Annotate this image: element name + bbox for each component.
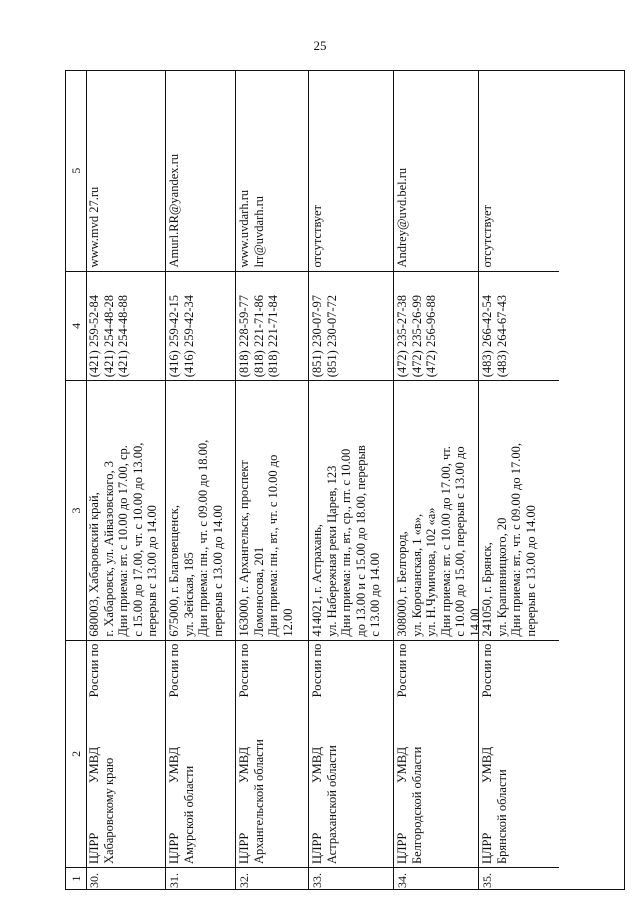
phone-cell (166, 271, 235, 381)
address-line: 414021, г. Астрахань, (310, 524, 324, 637)
contact-cell (309, 71, 393, 271)
table-row (479, 71, 559, 889)
address-line: Ломоносова, 201 (251, 546, 266, 637)
address-line: Дни приема: пн., чт. с 09.00 до 18.00, (196, 439, 210, 637)
row-number: 30. (86, 867, 165, 889)
table-row (86, 71, 166, 889)
page-number: 25 (313, 38, 327, 53)
row-number: 35. (479, 867, 559, 889)
phone-number: (472) 256-96-88 (424, 294, 438, 378)
organization-name-part: УМВД (167, 746, 181, 784)
address-line: ул. Зейская, 185 (181, 552, 196, 637)
address-cell (86, 380, 165, 639)
organization-cell (236, 640, 308, 867)
contact-line: отсутствует (310, 204, 324, 268)
organization-name (310, 644, 325, 864)
phone-number: (421) 254-48-28 (101, 294, 116, 378)
phone-number: (483) 264-67-43 (494, 294, 509, 378)
organization-name (237, 644, 252, 864)
contact-cell (166, 71, 235, 271)
organization-name-part: УМВД (87, 746, 101, 784)
registry-table (65, 70, 625, 890)
phone-cell (309, 271, 393, 381)
phone-number: (421) 259-52-84 (87, 294, 101, 378)
address-cell (236, 380, 308, 639)
contact-cell (236, 71, 308, 271)
phone-number: (421) 254-48-88 (116, 294, 130, 378)
address-cell (394, 380, 482, 639)
phone-cell (394, 271, 478, 381)
row-number: 33. (309, 867, 393, 889)
address-cell (166, 380, 235, 639)
table-header-row (66, 71, 87, 889)
contact-cell (479, 71, 559, 271)
phone-cell (236, 271, 308, 381)
row-number: 34. (394, 867, 478, 889)
organization-name-part: УМВД (237, 746, 251, 784)
organization-name-part: УМВД (310, 746, 324, 784)
address-line: перерыв с 13.00 до 14.00 (210, 505, 225, 637)
organization-cell (86, 640, 165, 867)
phone-number: (416) 259-42-34 (181, 294, 196, 378)
organization-name-part: ЦЛРР (310, 832, 324, 865)
phone-number: (818) 221-71-84 (266, 294, 280, 378)
organization-name-part: ЦЛРР (237, 832, 251, 865)
organization-cell (166, 640, 235, 867)
table-row (394, 71, 482, 889)
phone-number: (483) 266-42-54 (480, 294, 494, 378)
contact-line: Andrey@uvd.bel.ru (395, 167, 409, 268)
phone-number: (416) 259-42-15 (167, 294, 181, 378)
table-row (166, 71, 236, 889)
address-line: г. Хабаровск, ул. Айвазовского, 3 (101, 461, 116, 637)
contact-cell (394, 71, 478, 271)
region-name: Белгородской области (409, 746, 424, 865)
row-number: 32. (236, 867, 308, 889)
region-name: Брянской области (494, 769, 509, 865)
organization-name-part: ЦЛРР (480, 832, 494, 865)
address-line: Дни приема: пн., вт., ср., пт. с 10.00 (339, 448, 353, 637)
header-col-1: 1 (66, 867, 86, 889)
organization-name-part: ЦЛРР (395, 832, 409, 865)
organization-name-part: России по (395, 643, 409, 698)
organization-name-part: УМВД (480, 746, 494, 784)
organization-name-part: России по (237, 643, 251, 698)
contact-line: lrr@uvdarh.ru (251, 195, 266, 268)
address-line: перерыв с 13.00 до 14.00 (523, 505, 538, 637)
header-col-5: 5 (69, 167, 83, 174)
region-name: Астраханской области (324, 745, 339, 865)
address-line: ул. Н.Чумичова, 102 «а» (424, 507, 438, 637)
address-line: Дни приема: пн., вт., чт. с 10.00 до (266, 454, 280, 637)
organization-name (480, 644, 495, 864)
region-name: Архангельской области (251, 739, 266, 865)
contact-cell (86, 71, 165, 271)
organization-name (167, 644, 182, 864)
region-name: Хабаровскому краю (101, 757, 116, 865)
organization-name (87, 644, 102, 864)
address-line: 163000, г. Архангельск, проспект (237, 460, 251, 637)
table-row (236, 71, 309, 889)
address-line: до 13.00 и с 15.00 до 18.00, перерыв (353, 445, 368, 637)
organization-name-part: России по (480, 643, 494, 698)
organization-cell (394, 640, 478, 867)
row-number: 31. (166, 867, 235, 889)
address-line: 12.00 (280, 608, 295, 637)
region-name: Амурской области (181, 765, 196, 865)
phone-number: (472) 235-26-99 (409, 294, 424, 378)
address-line: Дни приема: вт. с 10.00 до 17.00, ср. (116, 445, 130, 637)
address-cell (479, 380, 559, 639)
organization-name-part: России по (167, 643, 181, 698)
rotated-table-wrapper (65, 70, 625, 890)
address-line: 675000, г. Благовещенск, (167, 505, 181, 637)
address-line: ул. Корочанская, 1 «в», (409, 513, 424, 637)
address-line: 241050, г. Брянск, (480, 542, 494, 637)
contact-line: Amurl.RR@yandex.ru (167, 153, 181, 268)
header-col-2: 2 (66, 640, 86, 867)
address-cell (309, 380, 393, 639)
organization-cell (309, 640, 393, 867)
address-line: Дни приема: вт., чт. с 09.00 до 17.00, (509, 442, 523, 637)
header-col-3: 3 (66, 380, 86, 639)
address-line: ул. Набережная реки Царев, 123 (324, 465, 339, 637)
organization-name-part: России по (87, 643, 101, 698)
phone-number: (851) 230-07-72 (324, 294, 339, 378)
organization-name-part: ЦЛРР (167, 832, 181, 865)
organization-name (395, 644, 410, 864)
address-line: перерыв с 13.00 до 14.00 (145, 505, 159, 637)
address-line: с 15.00 до 17.00, чт. с 10.00 до 13.00, (130, 442, 145, 637)
table-row (309, 71, 394, 889)
address-line: с 10.00 до 15.00, перерыв с 13.00 до (453, 446, 467, 637)
address-line: 14.00 (467, 608, 482, 637)
organization-name-part: ЦЛРР (87, 832, 101, 865)
organization-name-part: УМВД (395, 746, 409, 784)
contact-line: отсутствует (480, 204, 494, 268)
address-line: с 13.00 до 14.00 (368, 552, 382, 637)
organization-name-part: России по (310, 643, 324, 698)
phone-cell (86, 271, 165, 381)
phone-number: (818) 221-71-86 (251, 294, 266, 378)
address-line: 308000, г. Белгород, (395, 531, 409, 637)
address-line: Дни приема: вт. с 10.00 до 17.00, чт. (438, 446, 453, 637)
phone-number: (818) 228-59-77 (237, 294, 251, 378)
phone-number: (851) 230-07-97 (310, 294, 324, 378)
phone-number: (472) 235-27-38 (395, 294, 409, 378)
contact-line: www.uvdarh.ru (237, 189, 251, 268)
address-line: 680003, Хабаровский край, (87, 492, 101, 637)
header-col-4: 4 (66, 271, 86, 381)
address-line: ул. Крапивницкого, 20 (494, 517, 509, 637)
phone-cell (479, 271, 559, 381)
organization-cell (479, 640, 559, 867)
contact-line: www.mvd 27.ru (87, 186, 101, 268)
